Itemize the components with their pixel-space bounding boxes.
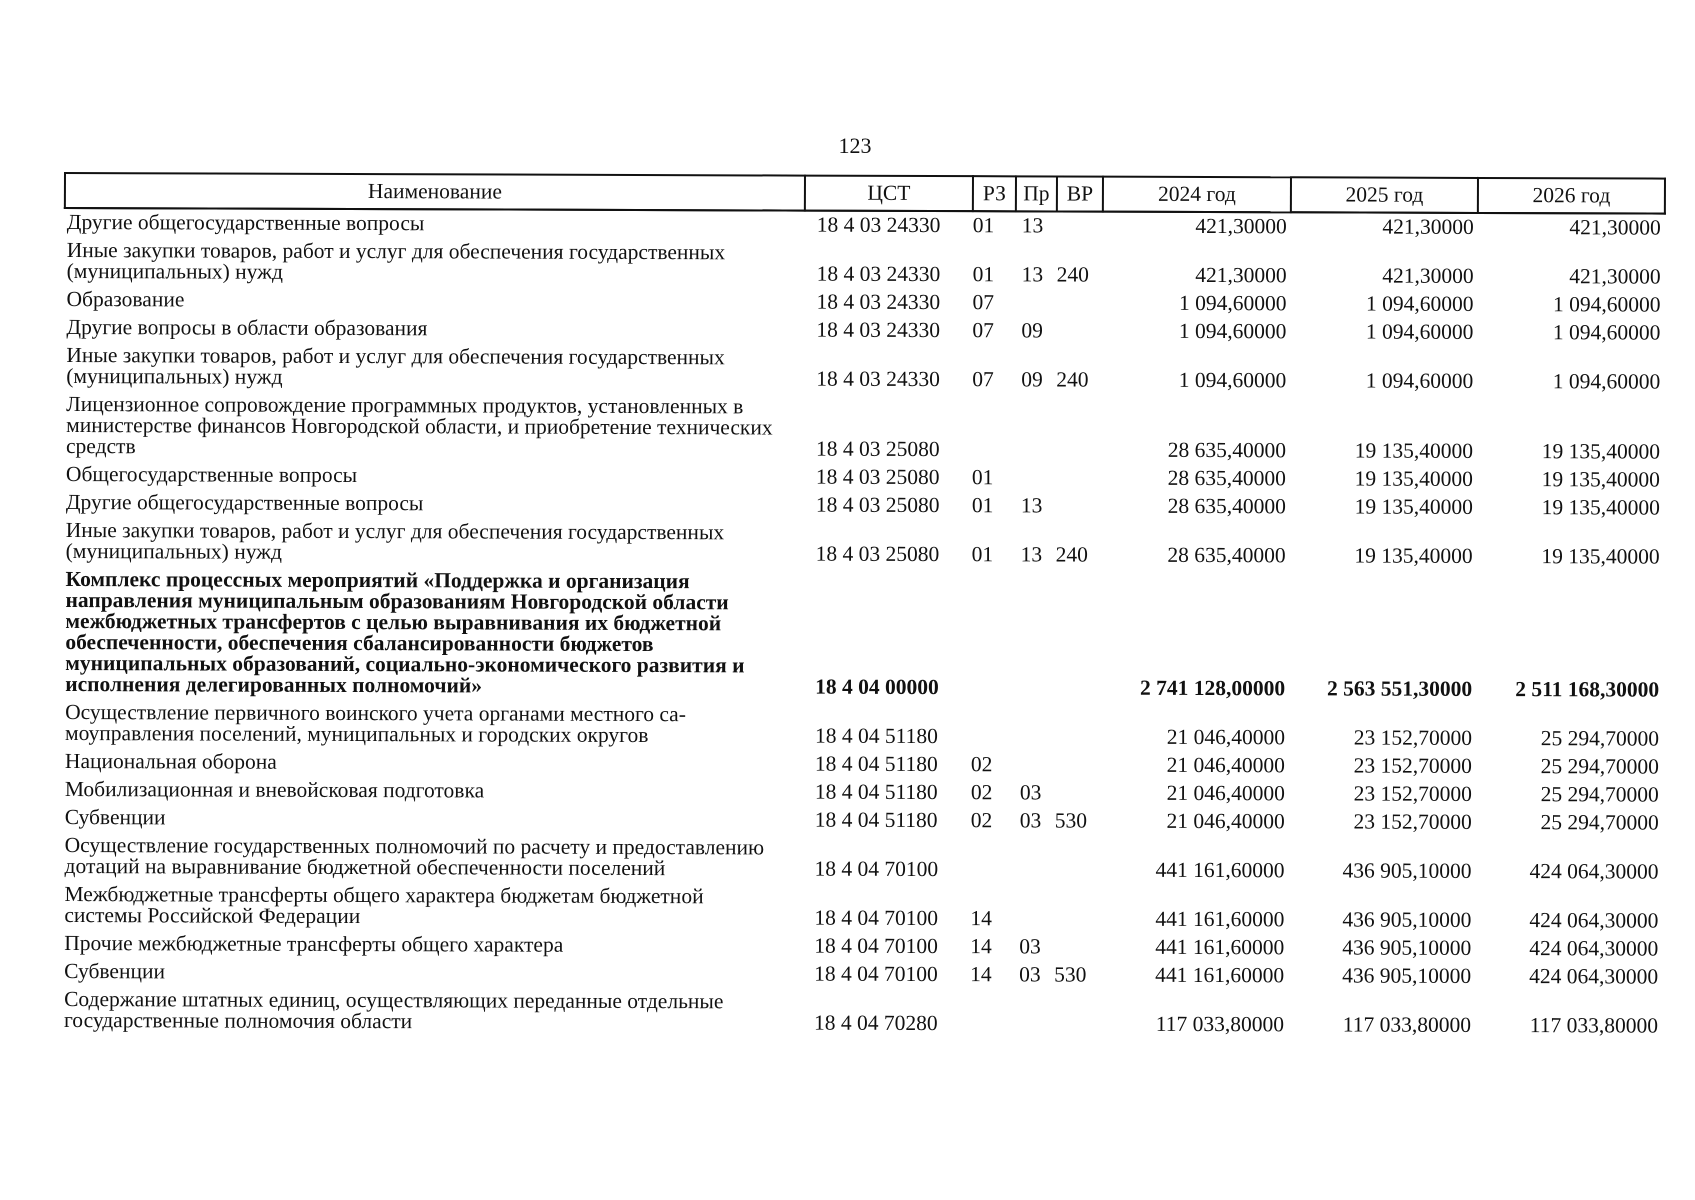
cell-vr: 240 — [1056, 262, 1089, 287]
cell-2025: 1 094,60000 — [1365, 319, 1474, 344]
cell-vr: 240 — [1055, 542, 1088, 567]
cell-vr — [1057, 211, 1103, 240]
cell-rz — [971, 569, 1014, 702]
cell-vr — [1054, 884, 1100, 933]
cell-cst: 18 4 04 70280 — [813, 1010, 938, 1036]
cell-2024: 1 094,60000 — [1178, 367, 1287, 393]
cell-rz: 14 — [970, 962, 992, 987]
cell-2026: 19 135,40000 — [1541, 544, 1660, 569]
cell-rz: 14 — [970, 934, 992, 959]
cell-pr — [1015, 464, 1056, 492]
cell-2025: 19 135,40000 — [1354, 543, 1473, 568]
cell-rz: 01 — [971, 465, 994, 490]
header-pr: Пр — [1016, 176, 1057, 211]
cell-rz: 07 — [972, 318, 994, 343]
cell-name: Другие общегосударственные вопросы — [65, 490, 424, 516]
header-name: Наименование — [65, 173, 805, 211]
table-row — [65, 237, 1665, 292]
cell-name: Лицензионное сопровождение программных продуктов, установленных в министерстве финансов Новгородской области, и приобретение технических средств — [66, 392, 773, 459]
cell-pr: 09 — [1021, 318, 1043, 343]
cell-2026: 421,30000 — [1569, 215, 1661, 240]
cell-2026: 1 094,60000 — [1552, 320, 1661, 345]
cell-pr: 13 — [1021, 213, 1044, 238]
cell-cst: 18 4 04 00000 — [815, 674, 939, 700]
table-row — [63, 832, 1663, 887]
cell-cst: 18 4 04 70100 — [814, 856, 939, 882]
cell-2024: 441 161,60000 — [1155, 962, 1285, 988]
cell-vr: 530 — [1054, 962, 1087, 987]
cell-cst: 18 4 03 25080 — [815, 541, 940, 567]
cell-2024: 21 046,40000 — [1166, 724, 1286, 750]
cell-name: Межбюджетные трансферты общего характера бюджетам бюджетной системы Российской Федерации — [64, 882, 704, 929]
table-row — [62, 881, 1662, 936]
cell-2024: 28 635,40000 — [1167, 542, 1286, 568]
cell-2025: 2 563 551,30000 — [1327, 676, 1473, 701]
cell-2026: 424 064,30000 — [1529, 859, 1659, 884]
cell-rz: 02 — [970, 752, 993, 777]
cell-name: Содержание штатных единиц, осуществляющих переданные отдельные государственные полномочия области — [63, 987, 724, 1034]
cell-name: Субвенции — [64, 805, 166, 830]
cell-2026: 1 094,60000 — [1553, 292, 1661, 317]
cell-rz — [972, 394, 1015, 464]
cell-2024: 117 033,80000 — [1155, 1011, 1285, 1037]
cell-2025: 23 152,70000 — [1353, 781, 1472, 806]
cell-cst: 18 4 03 24330 — [816, 261, 941, 287]
table-row — [64, 517, 1664, 572]
cell-cst: 18 4 03 25080 — [815, 436, 940, 462]
cell-name: Иные закупки товаров, работ и услуг для обеспечения государственных (муниципальных) нужд — [65, 518, 725, 564]
cell-2025: 421,30000 — [1382, 214, 1474, 239]
cell-2025: 1 094,60000 — [1365, 368, 1474, 393]
cell-2024: 1 094,60000 — [1179, 290, 1287, 316]
cell-pr — [1013, 989, 1054, 1038]
cell-name: Осуществление первичного воинского учета органами местного самоуправления поселений, муниципальных и городских округов — [64, 700, 686, 748]
cell-vr — [1056, 289, 1102, 317]
cell-vr — [1056, 394, 1102, 464]
table-row — [64, 391, 1664, 467]
cell-name: Иные закупки товаров, работ и услуг для обеспечения государственных (муниципальных) нужд — [66, 238, 726, 284]
cell-2026: 19 135,40000 — [1541, 467, 1660, 492]
cell-2026: 2 511 168,30000 — [1515, 677, 1660, 702]
cell-pr — [1015, 289, 1056, 317]
cell-name: Осуществление государственных полномочий по расчету и предоставлению дотаций на выравнивание бюджетной обеспеченности поселений — [64, 833, 765, 881]
cell-pr: 13 — [1021, 262, 1044, 287]
cell-vr — [1054, 933, 1100, 961]
cell-2025: 19 135,40000 — [1354, 466, 1473, 491]
cell-pr — [1015, 394, 1056, 464]
cell-2025: 436 905,10000 — [1342, 907, 1472, 932]
table-row — [63, 566, 1663, 705]
cell-pr: 03 — [1019, 962, 1041, 987]
cell-2025: 436 905,10000 — [1342, 963, 1472, 988]
cell-pr — [1014, 569, 1055, 702]
cell-name: Мобилизационная и вневойсковая подготовка — [64, 777, 485, 803]
cell-vr: 530 — [1054, 808, 1088, 833]
cell-rz: 01 — [972, 213, 995, 238]
table-row — [64, 342, 1664, 397]
cell-vr — [1055, 779, 1101, 807]
cell-rz: 02 — [970, 780, 993, 805]
cell-vr — [1055, 751, 1101, 779]
cell-rz: 07 — [972, 367, 994, 392]
cell-2024: 1 094,60000 — [1178, 318, 1287, 344]
cell-pr — [1014, 702, 1055, 751]
cell-rz: 01 — [971, 542, 994, 567]
cell-rz: 01 — [971, 493, 994, 518]
cell-cst: 18 4 03 24330 — [816, 366, 940, 392]
cell-cst: 18 4 04 70100 — [814, 933, 938, 959]
cell-cst: 18 4 04 51180 — [814, 779, 938, 805]
cell-2026: 19 135,40000 — [1541, 495, 1660, 520]
cell-cst: 18 4 04 51180 — [814, 723, 938, 749]
cell-2026: 117 033,80000 — [1529, 1013, 1659, 1038]
cell-2024: 2 741 128,00000 — [1140, 675, 1286, 701]
cell-2024: 441 161,60000 — [1155, 934, 1285, 960]
cell-2024: 28 635,40000 — [1167, 493, 1286, 519]
header-cst: ЦСТ — [805, 176, 973, 212]
cell-2025: 117 033,80000 — [1342, 1012, 1472, 1037]
cell-2026: 25 294,70000 — [1540, 754, 1659, 779]
budget-table — [61, 172, 1666, 1041]
cell-pr: 03 — [1019, 934, 1041, 959]
cell-pr — [1014, 835, 1055, 884]
cell-vr — [1056, 464, 1102, 492]
cell-cst: 18 4 03 25080 — [815, 464, 940, 490]
cell-pr — [1014, 751, 1055, 779]
header-2024: 2024 год — [1103, 177, 1291, 213]
cell-rz — [971, 702, 1014, 751]
cell-2024: 21 046,40000 — [1166, 752, 1285, 778]
cell-rz: 14 — [970, 906, 992, 931]
cell-name: Другие вопросы в области образования — [66, 315, 428, 341]
cell-name: Иные закупки товаров, работ и услуг для обеспечения государственных (муниципальных) нужд — [66, 343, 725, 389]
cell-pr: 13 — [1020, 542, 1043, 567]
page-number: 123 — [838, 133, 872, 158]
cell-2026: 424 064,30000 — [1529, 964, 1659, 989]
cell-name: Прочие межбюджетные трансферты общего характера — [64, 931, 564, 957]
cell-cst: 18 4 04 51180 — [814, 807, 938, 833]
cell-vr — [1055, 569, 1101, 702]
cell-name: Образование — [66, 287, 185, 312]
cell-2025: 421,30000 — [1382, 263, 1474, 288]
cell-vr — [1056, 492, 1102, 520]
table-row — [63, 699, 1663, 754]
cell-2024: 441 161,60000 — [1155, 857, 1285, 883]
cell-2026: 1 094,60000 — [1552, 369, 1661, 394]
cell-rz: 02 — [970, 808, 993, 833]
cell-2025: 436 905,10000 — [1342, 935, 1472, 960]
header-2025: 2025 год — [1291, 177, 1478, 213]
cell-2026: 19 135,40000 — [1541, 439, 1661, 464]
cell-2025: 436 905,10000 — [1342, 858, 1472, 883]
cell-cst: 18 4 04 70100 — [814, 961, 938, 987]
cell-pr: 09 — [1021, 367, 1043, 392]
header-vr: ВР — [1057, 176, 1103, 211]
cell-2025: 1 094,60000 — [1366, 291, 1474, 316]
header-2026: 2026 год — [1478, 178, 1665, 214]
cell-2026: 25 294,70000 — [1540, 726, 1660, 751]
cell-pr — [1013, 884, 1054, 933]
cell-2026: 424 064,30000 — [1529, 936, 1659, 961]
cell-rz: 07 — [972, 290, 995, 315]
cell-rz — [971, 835, 1014, 884]
cell-name: Субвенции — [64, 959, 166, 984]
cell-vr — [1054, 989, 1100, 1038]
cell-cst: 18 4 04 70100 — [814, 905, 939, 931]
cell-cst: 18 4 03 24330 — [816, 317, 941, 343]
cell-vr: 240 — [1056, 367, 1089, 392]
cell-2026: 421,30000 — [1569, 264, 1661, 289]
table-body — [62, 208, 1665, 1041]
cell-2025: 23 152,70000 — [1353, 809, 1472, 834]
cell-cst: 18 4 03 24330 — [816, 212, 941, 238]
cell-vr — [1055, 702, 1101, 751]
table-row — [62, 986, 1662, 1041]
cell-2024: 421,30000 — [1195, 213, 1287, 239]
cell-2025: 23 152,70000 — [1353, 753, 1472, 778]
cell-2024: 421,30000 — [1195, 262, 1287, 288]
cell-2026: 424 064,30000 — [1529, 908, 1659, 933]
cell-2025: 19 135,40000 — [1354, 494, 1473, 519]
cell-2025: 23 152,70000 — [1353, 725, 1473, 750]
cell-vr — [1056, 317, 1102, 345]
cell-name: Национальная оборона — [64, 749, 277, 774]
cell-pr: 03 — [1019, 780, 1042, 805]
cell-rz — [970, 989, 1013, 1038]
cell-cst: 18 4 03 25080 — [815, 492, 940, 518]
cell-rz: 01 — [972, 262, 995, 287]
cell-cst: 18 4 03 24330 — [816, 289, 941, 315]
cell-vr — [1055, 835, 1101, 884]
cell-name: Общегосударственные вопросы — [65, 462, 358, 488]
cell-2024: 21 046,40000 — [1166, 780, 1285, 806]
cell-pr: 03 — [1019, 808, 1042, 833]
cell-2024: 21 046,40000 — [1166, 808, 1285, 834]
cell-2024: 28 635,40000 — [1167, 437, 1287, 463]
cell-cst: 18 4 04 51180 — [814, 751, 938, 777]
cell-2025: 19 135,40000 — [1354, 438, 1474, 463]
cell-2026: 25 294,70000 — [1540, 810, 1659, 835]
header-rz: РЗ — [973, 176, 1016, 211]
cell-pr: 13 — [1020, 493, 1043, 518]
cell-2024: 441 161,60000 — [1155, 906, 1285, 932]
cell-name: Комплекс процессных мероприятий «Поддержка и организация направления муниципальным образованиям Новгородской области межбюджетных трансфертов с целью выравнивания их бюджетной обеспеченности, обеспечения сбалансированности бюджетов муниципальных образований, социально-экономического развития и исполнения делегированных полномочий» — [65, 567, 745, 698]
cell-2024: 28 635,40000 — [1167, 465, 1286, 491]
cell-name: Другие общегосударственные вопросы — [66, 210, 425, 236]
cell-2026: 25 294,70000 — [1540, 782, 1659, 807]
table-header — [65, 173, 1665, 214]
